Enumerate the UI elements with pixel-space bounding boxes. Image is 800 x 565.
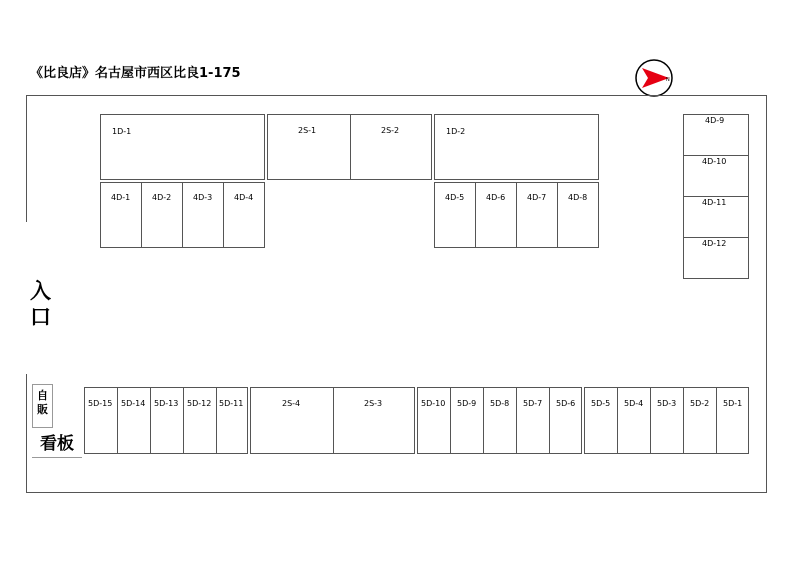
space-4D-2[interactable] [141, 182, 183, 248]
space-label: 5D-4 [624, 399, 644, 408]
space-label: 4D-5 [445, 193, 465, 202]
space-4D-4[interactable] [223, 182, 265, 248]
vending-machine: 自 販 [32, 384, 53, 428]
space-label: 4D-10 [702, 157, 727, 166]
space-5D-9[interactable] [450, 387, 484, 454]
space-label: 4D-7 [527, 193, 547, 202]
space-2S-1[interactable] [267, 114, 351, 180]
space-label: 2S-3 [364, 399, 383, 408]
space-1D-1[interactable] [100, 114, 265, 180]
space-label: 5D-10 [421, 399, 446, 408]
space-label: 1D-2 [446, 127, 466, 136]
space-label: 5D-8 [490, 399, 510, 408]
entrance-label: 入 口 [30, 279, 51, 329]
space-label: 5D-12 [187, 399, 212, 408]
space-label: 1D-1 [112, 127, 132, 136]
space-5D-15[interactable] [84, 387, 118, 454]
space-label: 4D-11 [702, 198, 727, 207]
space-label: 4D-9 [705, 116, 725, 125]
space-5D-3[interactable] [650, 387, 684, 454]
north-arrow-icon [634, 58, 674, 98]
space-1D-2[interactable] [434, 114, 599, 180]
space-5D-8[interactable] [483, 387, 517, 454]
space-label: 4D-12 [702, 239, 727, 248]
space-label: 5D-13 [154, 399, 179, 408]
space-5D-13[interactable] [150, 387, 184, 454]
space-label: 5D-15 [88, 399, 113, 408]
north-label: N [666, 77, 670, 83]
space-5D-14[interactable] [117, 387, 151, 454]
space-4D-5[interactable] [434, 182, 476, 248]
signboard: 看板 [32, 432, 82, 458]
space-5D-6[interactable] [549, 387, 582, 454]
space-label: 4D-6 [486, 193, 506, 202]
space-label: 2S-2 [381, 126, 400, 135]
space-5D-2[interactable] [683, 387, 717, 454]
space-label: 5D-5 [591, 399, 611, 408]
space-label: 5D-1 [723, 399, 743, 408]
space-5D-7[interactable] [516, 387, 550, 454]
space-label: 5D-7 [523, 399, 543, 408]
space-5D-10[interactable] [417, 387, 451, 454]
space-4D-3[interactable] [182, 182, 224, 248]
space-5D-12[interactable] [183, 387, 217, 454]
page-title: 《比良店》名古屋市西区比良1-175 [30, 66, 241, 81]
space-2S-4[interactable] [250, 387, 334, 454]
space-4D-8[interactable] [557, 182, 599, 248]
space-label: 4D-1 [111, 193, 131, 202]
space-label: 2S-1 [298, 126, 317, 135]
space-label: 5D-3 [657, 399, 677, 408]
space-label: 5D-2 [690, 399, 710, 408]
space-label: 4D-2 [152, 193, 172, 202]
space-label: 5D-11 [219, 399, 244, 408]
space-5D-4[interactable] [617, 387, 651, 454]
space-5D-1[interactable] [716, 387, 749, 454]
space-4D-1[interactable] [100, 182, 142, 248]
space-label: 4D-8 [568, 193, 588, 202]
space-label: 5D-6 [556, 399, 576, 408]
space-label: 5D-14 [121, 399, 146, 408]
space-label: 4D-3 [193, 193, 213, 202]
space-5D-11[interactable] [216, 387, 248, 454]
space-label: 5D-9 [457, 399, 477, 408]
space-4D-6[interactable] [475, 182, 517, 248]
space-label: 4D-4 [234, 193, 254, 202]
space-5D-5[interactable] [584, 387, 618, 454]
space-2S-3[interactable] [333, 387, 415, 454]
space-4D-7[interactable] [516, 182, 558, 248]
space-label: 2S-4 [282, 399, 301, 408]
space-2S-2[interactable] [350, 114, 432, 180]
